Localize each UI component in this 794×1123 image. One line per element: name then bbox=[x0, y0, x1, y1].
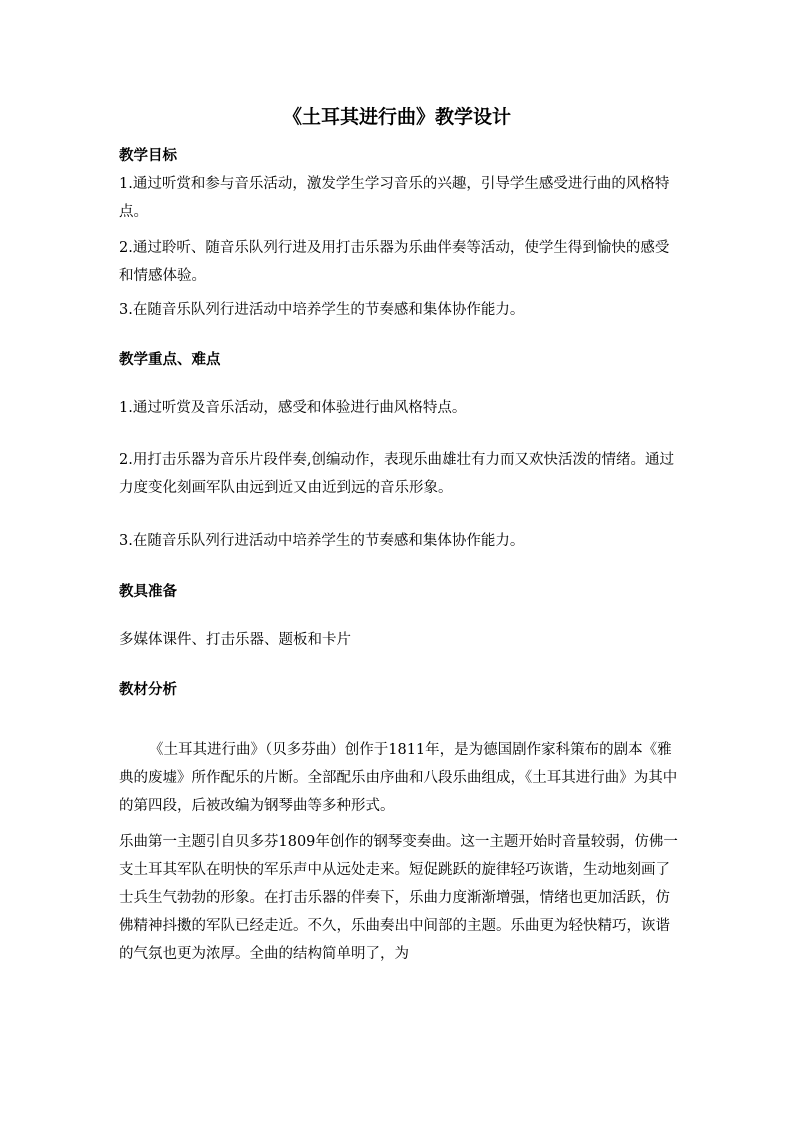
analysis-paragraph-1: 《土耳其进行曲》（贝多芬曲）创作于1811年，是为德国剧作家科策布的剧本《雅典的废墟》所作配乐的片断。全部配乐由序曲和八段乐曲组成，《土耳其进行曲》为其中的第四段，后被改编为钢琴曲等多种形式。 bbox=[119, 742, 678, 814]
heading-materials: 教具准备 bbox=[119, 583, 177, 600]
analysis-paragraph-2: 乐曲第一主题引自贝多芬1809年创作的钢琴变奏曲。这一主题开始时音量较弱，仿佛一支土耳其军队在明快的军乐声中从远处走来。短促跳跃的旋律轻巧诙谐，生动地刻画了士兵生气勃勃的形象。在打击乐器的伴奏下，乐曲力度渐渐增强，情绪也更加活跃，仿佛精神抖擞的军队已经走近。不久，乐曲奏出中间部的主题。乐曲更为轻快精巧，诙谐的气氛也更为浓厚。全曲的结构简单明了，为 bbox=[119, 834, 678, 962]
objective-item-1: 1.通过听赏和参与音乐活动，激发学生学习音乐的兴趣，引导学生感受进行曲的风格特点。 bbox=[119, 176, 670, 220]
heading-key-points: 教学重点、难点 bbox=[119, 351, 221, 368]
materials-text: 多媒体课件、打击乐器、题板和卡片 bbox=[119, 632, 351, 648]
heading-objectives: 教学目标 bbox=[119, 147, 177, 164]
objective-item-3: 3.在随音乐队列行进活动中培养学生的节奏感和集体协作能力。 bbox=[119, 302, 525, 318]
key-point-item-2: 2.用打击乐器为音乐片段伴奏,创编动作，表现乐曲雄壮有力而又欢快活泼的情绪。通过力度变化刻画军队由远到近又由近到远的音乐形象。 bbox=[119, 452, 674, 496]
document-title: 《土耳其进行曲》教学设计 bbox=[282, 106, 511, 128]
key-point-item-3: 3.在随音乐队列行进活动中培养学生的节奏感和集体协作能力。 bbox=[119, 533, 525, 549]
objective-item-2: 2.通过聆听、随音乐队列行进及用打击乐器为乐曲伴奏等活动，使学生得到愉快的感受和情感体验。 bbox=[119, 240, 670, 284]
key-point-item-1: 1.通过听赏及音乐活动，感受和体验进行曲风格特点。 bbox=[119, 400, 467, 416]
heading-analysis: 教材分析 bbox=[119, 681, 177, 698]
